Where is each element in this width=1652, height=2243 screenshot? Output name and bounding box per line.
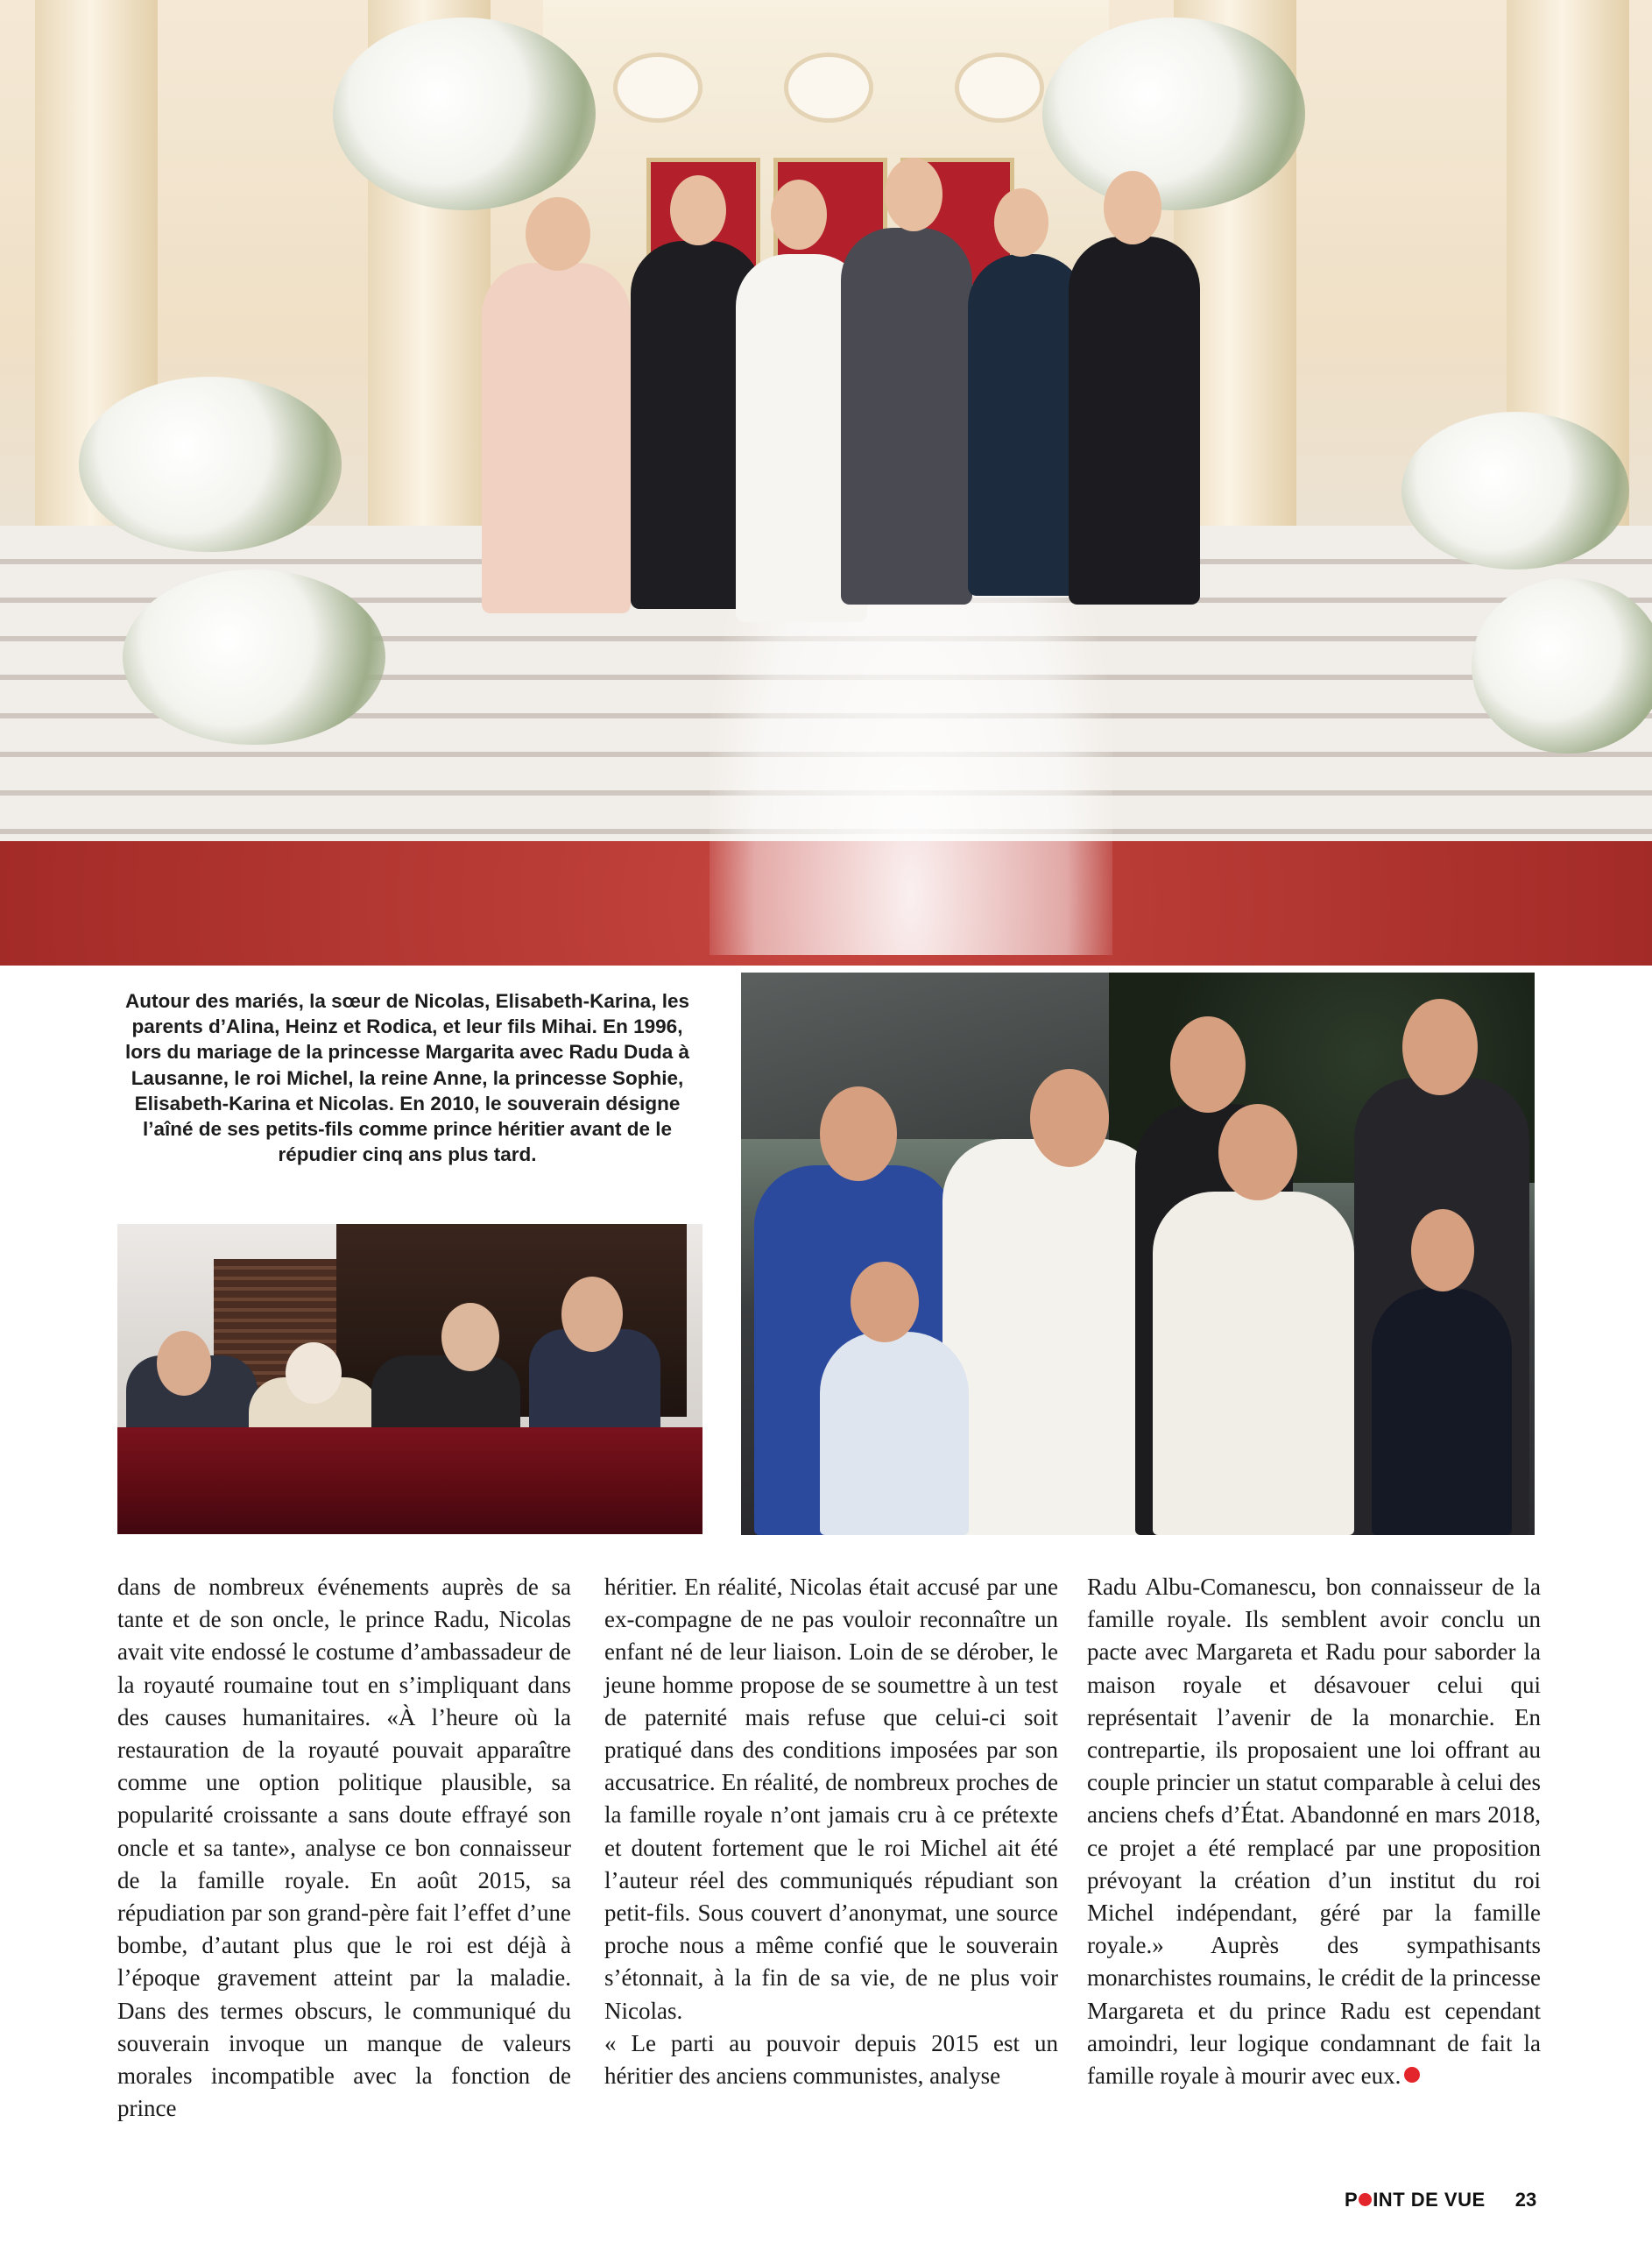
- photo-person: [482, 263, 631, 613]
- end-of-article-dot-icon: [1404, 2067, 1420, 2083]
- photo-oval-window: [784, 53, 873, 123]
- photo-person-head: [1170, 1016, 1246, 1113]
- balcony-photo: [117, 1224, 702, 1534]
- photo-oval-window: [955, 53, 1044, 123]
- photo-flower-arrangement: [333, 18, 596, 210]
- photo-person-head: [771, 180, 827, 250]
- photo-person-head: [851, 1262, 919, 1342]
- royal-wedding-1996-photo: [741, 973, 1535, 1535]
- photo-person: [820, 1332, 969, 1535]
- brand-red-o-icon: [1359, 2193, 1372, 2206]
- photo-person-head: [561, 1277, 623, 1352]
- photo-person: [841, 228, 972, 605]
- photo-person-head: [526, 197, 590, 271]
- article-paragraph: « Le parti au pouvoir depuis 2015 est un héritier des anciens communistes, analyse: [604, 2029, 1058, 2090]
- magazine-brand: [1345, 2189, 1486, 2211]
- page-number: 23: [1514, 2189, 1537, 2211]
- photo-person: [942, 1139, 1161, 1535]
- photo-person-head: [1030, 1069, 1109, 1167]
- article-paragraph: héritier. En réalité, Nicolas était accusé par une ex-compagne de ne pas vouloir reconnaître un enfant né de leur liaison. Loin de se dérober, le jeune homme propose de se soumettre à un test de paternité mais refuse que celui-ci soit pratiqué dans des conditions imposées par son accusatrice. En réalité, de nombreux proches de la famille royale n’ont jamais cru à ce prétexte et doutent fortement que le roi Michel ait été l’auteur réel des communiqués répudiant son petit-fils. Sous couvert d’anonymat, une source proche nous a même confié que le souverain s’étonnait, à la fin de sa vie, de ne plus voir Nicolas.: [604, 1574, 1058, 2024]
- brand-letter: P: [1345, 2189, 1359, 2211]
- photo-flower-arrangement: [123, 570, 385, 745]
- photo-person-head: [1104, 171, 1161, 244]
- article-paragraph-text: Radu Albu-Comanescu, bon connaisseur de la famille royale. Ils semblent avoir conclu un pacte avec Margareta et Radu pour saborder la maison royale et désavouer celui qui représentait l’avenir de la monarchie. En contrepartie, ils proposaient une loi offrant au couple princier un statut comparable à celui des anciens chefs d’État. Abandonné en mars 2018, ce projet a été remplacé par une proposition prévoyant la création d’un institut du roi Michel indépendant, géré par la famille royale.» Auprès des sympathisants monarchistes roumains, le crédit de la princesse Margareta et du prince Radu est cependant amoindri, leur logique condamnant de fait la famille royale à mourir avec eux.: [1087, 1574, 1541, 2090]
- photo-person: [1372, 1288, 1512, 1535]
- photo-person-head: [1402, 999, 1478, 1095]
- article-column-2: [604, 1571, 1058, 2092]
- photo-person-head: [670, 175, 726, 245]
- photo-person-head: [157, 1331, 211, 1396]
- photo-flower-arrangement: [79, 377, 342, 552]
- photo-red-balcony-drape: [117, 1427, 702, 1534]
- article-column-1: [117, 1571, 571, 2125]
- article-column-3: [1087, 1571, 1541, 2092]
- photo-caption: Autour des mariés, la sœur de Nicolas, Elisabeth-Karina, les parents d’Alina, Heinz et Rodica, et leur fils Mihai. En 1996, lors du mariage de la princesse Margarita avec Radu Duda à Lausanne, le roi Michel, la reine Anne, la princesse Sophie, Elisabeth-Karina et Nicolas. En 2010, le souverain désigne l’aîné de ses petits-fils comme prince héritier avant de le répudier cinq ans plus tard.: [125, 990, 689, 1166]
- photo-oval-window: [613, 53, 702, 123]
- photo-flower-arrangement: [1042, 18, 1305, 210]
- page-footer: [1345, 2189, 1537, 2215]
- photo-person-head: [286, 1342, 342, 1404]
- photo-flower-arrangement: [1472, 578, 1652, 754]
- photo-person-head: [994, 188, 1048, 257]
- photo-flower-arrangement: [1401, 412, 1629, 570]
- photo-person: [1153, 1192, 1354, 1535]
- photo-person-head: [441, 1303, 499, 1371]
- article-paragraph: dans de nombreux événements auprès de sa tante et de son oncle, le prince Radu, Nicolas avait vite endossé le costume d’ambassadeur de la royauté roumaine tout en s’impliquant dans des causes humanitaires. «À l’heure où la restauration de la royauté pouvait apparaître comme une option politique plausible, sa popularité croissante a sans doute effrayé son oncle et sa tante», analyse ce bon connaisseur de la famille royale. En août 2015, sa répudiation par son grand-père fait l’effet d’une bombe, d’autant plus que le roi est déjà à l’époque gravement atteint par la maladie. Dans des termes obscurs, le communiqué du souverain invoque un manque de valeurs morales incompatible avec la fonction de prince: [117, 1574, 571, 2122]
- brand-text: INT DE VUE: [1373, 2189, 1486, 2211]
- article-paragraph: [1087, 1571, 1541, 2092]
- photo-person-head: [1218, 1104, 1297, 1200]
- photo-person-head: [1411, 1209, 1474, 1291]
- photo-person: [1069, 237, 1200, 605]
- photo-person-head: [885, 158, 942, 231]
- wedding-group-photo: [0, 0, 1652, 966]
- photo-person-head: [820, 1086, 897, 1181]
